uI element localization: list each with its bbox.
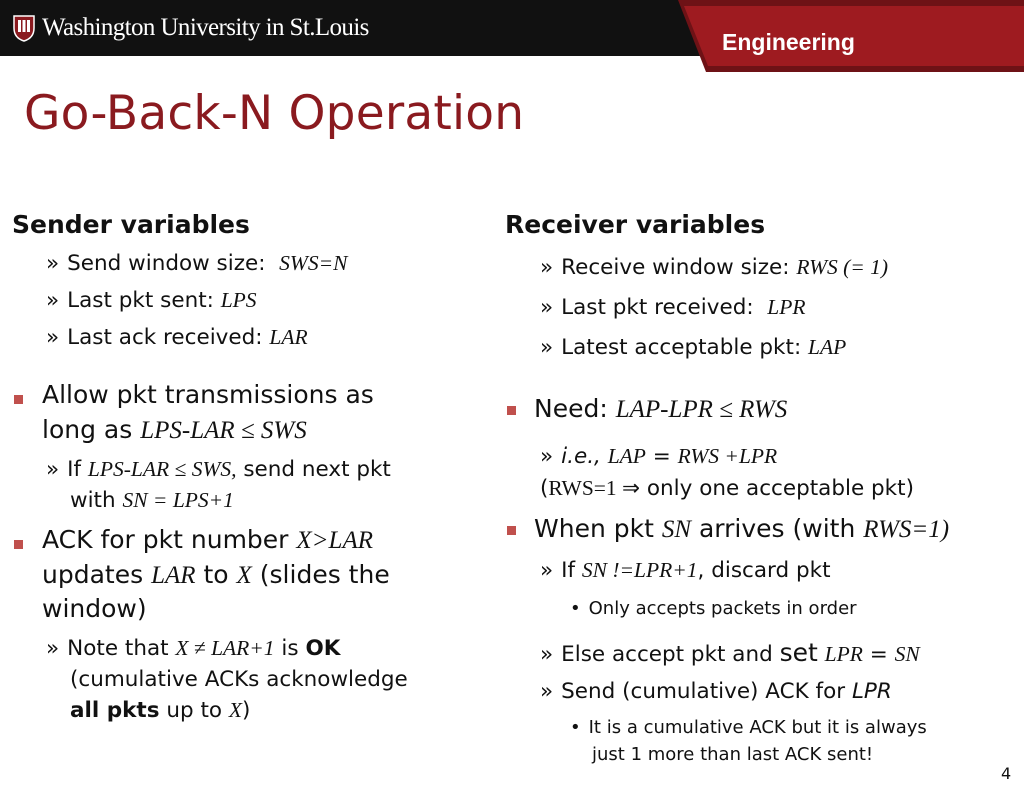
sub-bullet-icon: »	[46, 457, 60, 482]
sub-bullet-icon: »	[46, 251, 60, 276]
allow-line1: Allow pkt transmissions as	[42, 380, 374, 409]
receiver-heading: Receiver variables	[505, 210, 766, 239]
sub-bullet-icon: »	[540, 335, 554, 360]
square-bullet-icon	[507, 526, 516, 535]
allow-sub-if: » If LPS-LAR ≤ SWS, send next pkt	[46, 457, 391, 482]
square-bullet-icon	[14, 540, 23, 549]
engineering-label: Engineering	[722, 29, 855, 55]
when-if-line: » If SN !=LPR+1, discard pkt	[540, 558, 831, 583]
sub-bullet-icon: »	[540, 295, 554, 320]
slide-title: Go-Back-N Operation	[24, 86, 525, 141]
dot-bullet-icon: •	[570, 598, 581, 619]
engineering-banner	[0, 0, 1024, 72]
sub-bullet-icon: »	[540, 558, 554, 583]
need-ie-line: » i.e., LAP = RWS +LPR	[540, 444, 778, 469]
ack-line1: ACK for pkt number X>LAR	[42, 525, 373, 554]
sub-bullet-icon: »	[46, 636, 60, 661]
when-note-line1: • It is a cumulative ACK but it is always	[570, 717, 927, 738]
ack-note-line1: » Note that X ≠ LAR+1 is OK	[46, 636, 341, 661]
allow-sub-with: with SN = LPS+1	[70, 488, 234, 513]
square-bullet-icon	[507, 406, 516, 415]
sub-bullet-icon: »	[540, 444, 554, 469]
ack-line3: window)	[42, 594, 147, 623]
allow-line2: long as LPS-LAR ≤ SWS	[42, 415, 307, 444]
sub-bullet-icon: »	[540, 642, 554, 667]
sender-var-lps: » Last pkt sent: LPS	[46, 288, 257, 313]
sub-bullet-icon: »	[540, 255, 554, 280]
sub-bullet-icon: »	[46, 288, 60, 313]
when-only-line: • Only accepts packets in order	[570, 598, 857, 619]
sender-var-lar: » Last ack received: LAR	[46, 325, 308, 350]
ack-line2: updates LAR to X (slides the	[42, 560, 390, 589]
receiver-var-lap: » Latest acceptable pkt: LAP	[540, 335, 847, 360]
need-line: Need: LAP-LPR ≤ RWS	[534, 394, 788, 423]
when-note-line2: just 1 more than last ACK sent!	[592, 744, 874, 765]
ack-note-line3: all pkts up to X)	[70, 698, 251, 723]
when-line: When pkt SN arrives (with RWS=1)	[534, 514, 950, 543]
square-bullet-icon	[14, 395, 23, 404]
when-send-line: » Send (cumulative) ACK for LPR	[540, 679, 892, 704]
university-name: Washington University in St.Louis	[42, 14, 369, 41]
dot-bullet-icon: •	[570, 717, 581, 738]
page-number: 4	[1001, 764, 1012, 783]
need-paren-line: (RWS=1 ⇒ only one acceptable pkt)	[540, 476, 914, 501]
sender-var-window: » Send window size: SWS=N	[46, 251, 348, 276]
sub-bullet-icon: »	[540, 679, 554, 704]
receiver-var-window: » Receive window size: RWS (= 1)	[540, 255, 889, 280]
receiver-var-lpr: » Last pkt received: LPR	[540, 295, 806, 320]
sender-heading: Sender variables	[12, 210, 250, 239]
ack-note-line2: (cumulative ACKs acknowledge	[70, 667, 408, 692]
sub-bullet-icon: »	[46, 325, 60, 350]
when-else-line: » Else accept pkt and set LPR = SN	[540, 638, 920, 667]
